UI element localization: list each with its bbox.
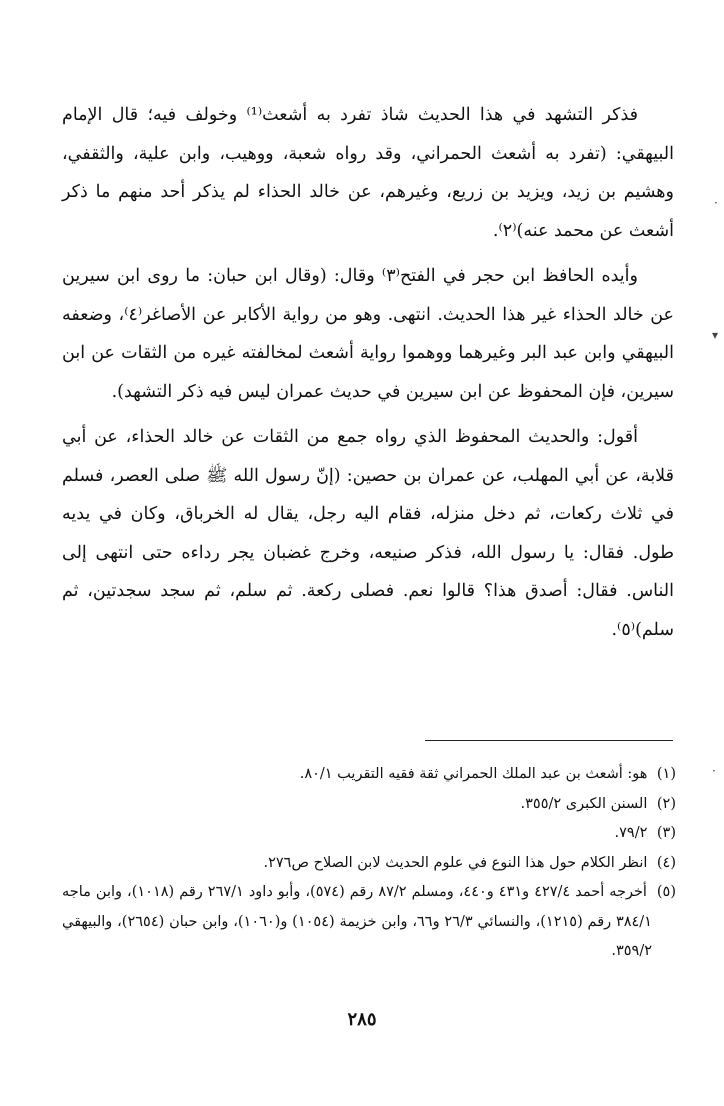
footnote-number: (٣) [656, 825, 676, 841]
paragraph-1: فذكر التشهد في هذا الحديث شاذ تفرد به أشعث⁽¹⁾ وخولف فيه؛ قال الإمام البيهقي: (تفرد به أشعث الحمراني، وقد رواه شعبة، ووهيب، وابن علية، والثقفي، وهشيم بن زيد، ويزيد بن زريع، وغيرهم، عن خالد الحذاء لم يذكر أحد منهم ما ذكر أشعث عن محمد عنه)⁽٢⁾. [62, 105, 674, 241]
paragraph-2: وأيده الحافظ ابن حجر في الفتح⁽٣⁾ وقال: (وقال ابن حبان: ما روى ابن سيرين عن خالد الحذاء غير هذا الحديث. انتهى. وهو من رواية الأكابر عن الأصاغر⁽٤⁾، وضعفه البيهقي وابن عبد البر وغيرهما ووهموا رواية أشعث لمخالفته غيره من الثقات عن ابن سيرين، فإن المحفوظ عن ابن سيرين في حديث عمران ليس فيه ذكر التشهد). [62, 266, 674, 402]
footnote-text: انظر الكلام حول هذا النوع في علوم الحديث لابن الصلاح ص٢٧٦. [263, 854, 648, 871]
main-text [62, 96, 674, 656]
footnote-text: أخرجه أحمد ٤٢٧/٤ و٤٣١ و٤٤٠، ومسلم ٨٧/٢ رقم (٥٧٤)، وأبو داود ٢٦٧/١ رقم (١٠١٨)، وابن ماجه ٣٨٤/١ رقم (١٢١٥)، والنسائي ٢٦/٣ و٦٦، وابن خزيمة (١٠٥٤) و(١٠٦٠)، وابن حبان (٢٦٥٤)، والبيهقي ٣٥٩/٢. [62, 884, 652, 959]
footnote-5 [62, 878, 676, 967]
paragraph-3: أقول: والحديث المحفوظ الذي رواه جمع من الثقات عن خالد الحذاء، عن أبي قلابة، عن أبي المهلب، عن عمران بن حصين: (إنّ رسول الله ﷺ صلى العصر، فسلم في ثلاث ركعات، ثم دخل منزله، فقام اليه رجل، يقال له الخرباق، وكان في يديه طول. فقال: يا رسول الله، فذكر صنيعه، وخرج غضبان يجر رداءه حتى انتهى إلى الناس. فقال: أصدق هذا؟ قالوا نعم. فصلى ركعة. ثم سلم، ثم سجد سجدتين، ثم سلم)⁽٥⁾. [62, 427, 674, 640]
margin-mark: · [714, 196, 718, 210]
margin-mark: ▾ [712, 328, 719, 342]
footnote-number: (٥) [656, 884, 676, 900]
footnote-number: (١) [656, 766, 676, 782]
footnotes [62, 760, 676, 967]
footnote-number: (٤) [656, 854, 676, 871]
footnote-3 [62, 819, 676, 849]
footnote-2 [62, 790, 676, 820]
footnote-separator [425, 740, 673, 741]
margin-mark: · [712, 764, 716, 778]
footnote-text: ٧٩/٢. [614, 825, 648, 841]
footnote-1 [62, 760, 676, 790]
footnote-text: هو: أشعث بن عبد الملك الحمراني ثقة فقيه التقريب ٨٠/١. [299, 766, 648, 782]
footnote-text: السنن الكبرى ٣٥٥/٢. [520, 795, 648, 812]
footnote-4 [62, 849, 676, 879]
page-number: ٢٨٥ [347, 1009, 377, 1030]
footnote-number: (٢) [656, 795, 676, 812]
